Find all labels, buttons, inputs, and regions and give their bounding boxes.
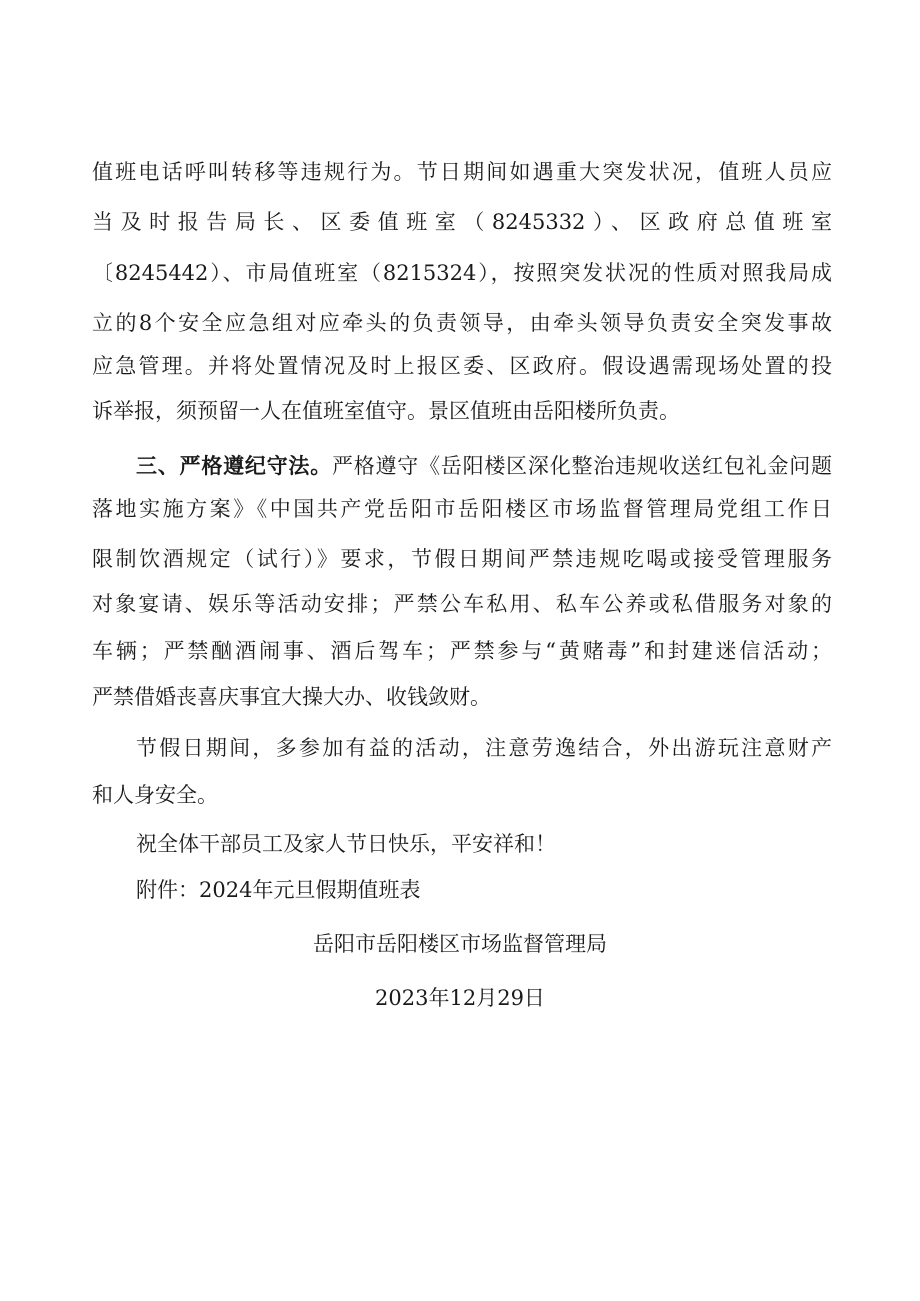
signature-date: 2023年12月29日 — [375, 986, 545, 1010]
paragraph-line: 严禁借婚丧喜庆事宜大操大办、收钱敛财。 — [92, 685, 491, 709]
paragraph-line: 落地实施方案》《中国共产党岳阳市岳阳楼区市场监督管理局党组工作日 — [92, 497, 832, 521]
paragraph-line: 限制饮酒规定（试行）》要求，节假日期间严禁违规吃喝或接受管理服务 — [92, 547, 832, 571]
paragraph-line: 应急管理。并将处置情况及时上报区委、区政府。假设遇需现场处置的投 — [92, 354, 832, 378]
section-three-heading: 三、严格遵纪守法。 — [136, 454, 332, 478]
holiday-note-line: 和人身安全。 — [92, 783, 218, 807]
paragraph-line: 对象宴请、娱乐等活动安排；严禁公车私用、私车公养或私借服务对象的 — [92, 592, 832, 616]
signature-organization: 岳阳市岳阳楼区市场监督管理局 — [313, 932, 607, 956]
attachment-text: 附件：2024年元旦假期值班表 — [136, 878, 421, 902]
paragraph-line: 车辆；严禁酗酒闹事、酒后驾车；严禁参与“黄赌毒”和封建迷信活动； — [92, 639, 832, 663]
section-three-first-line-text: 严格遵守《岳阳楼区深化整治违规收送红包礼金问题 — [331, 454, 832, 478]
paragraph-line: 〔8245442）、市局值班室（8215324），按照突发状况的性质对照我局成 — [92, 261, 832, 285]
paragraph-line: 诉举报，须预留一人在值班室值守。景区值班由岳阳楼所负责。 — [92, 399, 680, 423]
paragraph-line: 立的8个安全应急组对应牵头的负责领导，由牵头领导负责安全突发事故 — [92, 311, 832, 335]
section-three-first-line — [136, 452, 832, 480]
paragraph-line: 当及时报告局长、区委值班室（8245332）、区政府总值班室 — [92, 210, 832, 234]
holiday-note-line: 节假日期间，多参加有益的活动，注意劳逸结合，外出游玩注意财产 — [136, 736, 832, 760]
paragraph-line: 值班电话呼叫转移等违规行为。节日期间如遇重大突发状况，值班人员应 — [92, 160, 832, 184]
greeting-text: 祝全体干部员工及家人节日快乐，平安祥和！ — [136, 832, 556, 856]
